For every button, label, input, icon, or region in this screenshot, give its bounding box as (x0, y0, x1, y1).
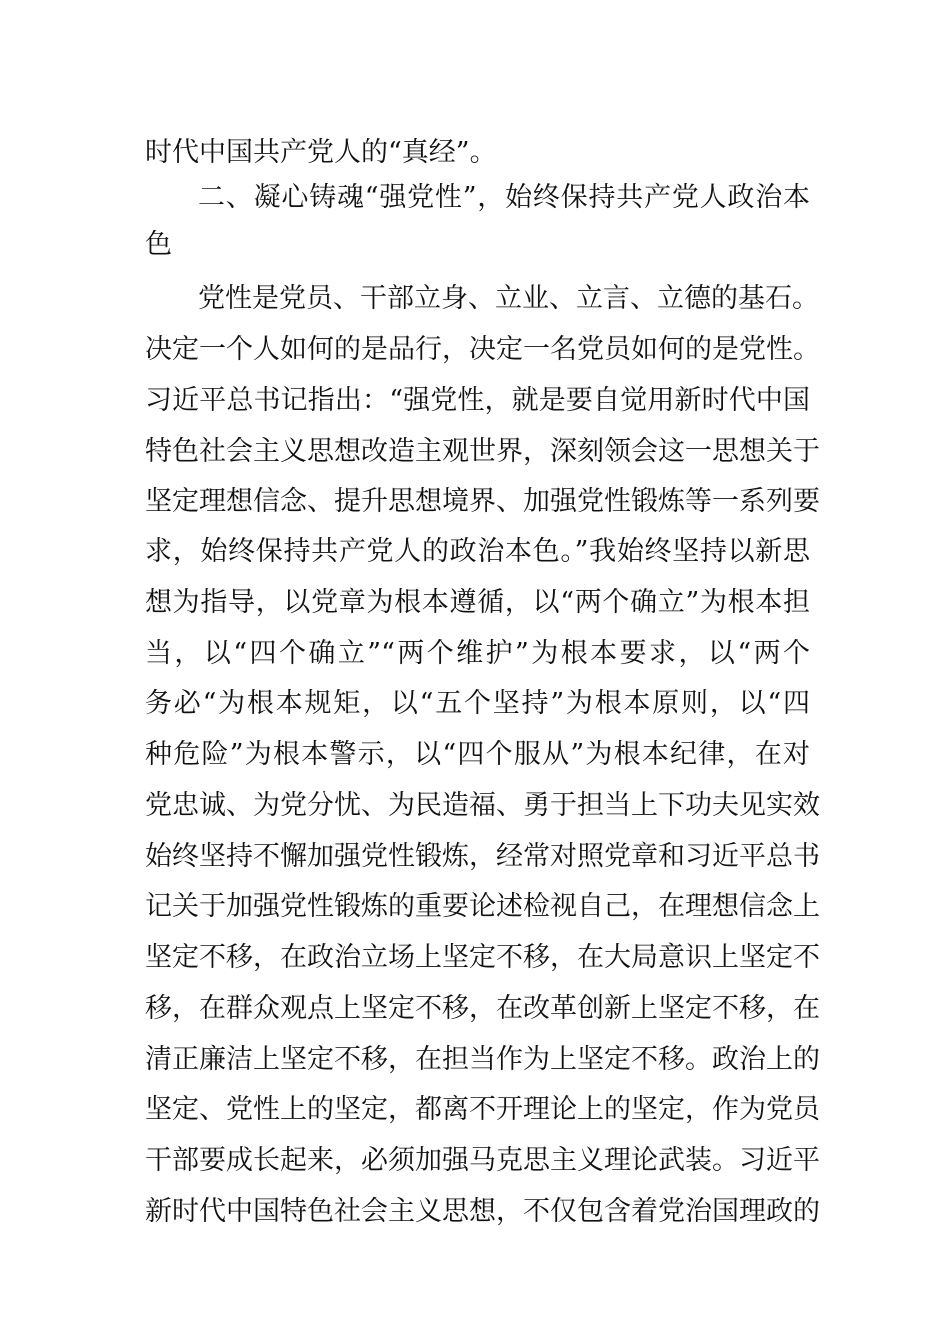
text-line: 坚定不移，在政治立场上坚定不移，在大局意识上坚定不 (145, 942, 820, 973)
text-line: 移，在群众观点上坚定不移，在改革创新上坚定不移，在 (145, 993, 820, 1024)
text-line: 新时代中国特色社会主义思想，不仅包含着党治国理政的 (145, 1196, 820, 1227)
text-line: 决定一个人如何的是品行，决定一名党员如何的是党性。 (145, 334, 820, 365)
text-line: 特色社会主义思想改造主观世界，深刻领会这一思想关于 (145, 436, 820, 467)
text-line: 习近平总书记指出：“强党性，就是要自觉用新时代中国 (145, 385, 810, 416)
text-line: 当，以“四个确立”“两个维护”为根本要求，以“两个 (145, 638, 810, 669)
section-heading: 二、凝心铸魂“强党性”，始终保持共产党人政治本 (198, 182, 810, 213)
text-line: 始终坚持不懈加强党性锻炼，经常对照党章和习近平总书 (145, 841, 820, 872)
text-line: 党忠诚、为党分忧、为民造福、勇于担当上下功夫见实效 (145, 790, 820, 821)
text-line: 坚定理想信念、提升思想境界、加强党性锻炼等一系列要 (145, 486, 820, 517)
text-line: 清正廉洁上坚定不移，在担当作为上坚定不移。政治上的 (145, 1044, 820, 1075)
text-line: 干部要成长起来，必须加强马克思主义理论武装。习近平 (145, 1145, 820, 1176)
text-line: 记关于加强党性锻炼的重要论述检视自己，在理想信念上 (145, 891, 820, 922)
text-line: 务必“为根本规矩，以“五个坚持”为根本原则，以“四 (145, 688, 810, 719)
section-heading-continued: 色 (145, 229, 172, 260)
text-line: 时代中国共产党人的“真经”。 (145, 137, 497, 168)
text-line: 坚定、党性上的坚定，都离不开理论上的坚定，作为党员 (145, 1094, 820, 1125)
text-line: 求，始终保持共产党人的政治本色。”我始终坚持以新思 (145, 536, 810, 567)
text-line: 想为指导，以党章为根本遵循，以“两个确立”为根本担 (145, 587, 810, 618)
text-line: 种危险”为根本警示，以“四个服从”为根本纪律，在对 (145, 739, 810, 770)
paragraph-first-line: 党性是党员、干部立身、立业、立言、立德的基石。 (198, 283, 819, 314)
